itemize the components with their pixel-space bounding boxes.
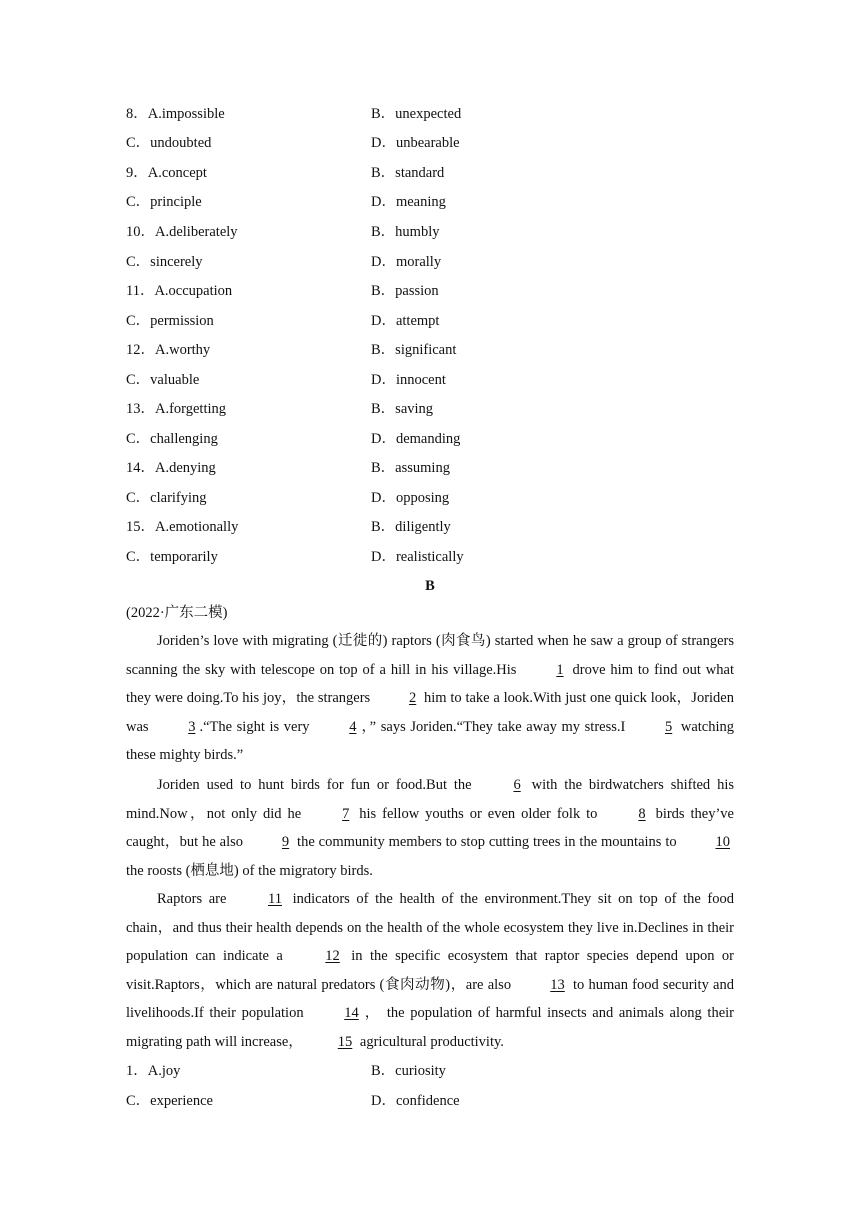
q14-option-d: D．opposing: [371, 490, 450, 506]
blank-2: 2: [408, 690, 417, 707]
passage-text: Joriden’s love with migrating (迁徙的) raptors (肉食鸟) started when he saw a group of strangers scanning the sky with telescope on top of a hill in his village.His: [126, 633, 734, 678]
blank-15: 15: [337, 1033, 353, 1050]
q15-option-c: C．temporarily: [126, 549, 218, 565]
q12-option-a: 12．A.worthy: [126, 342, 211, 358]
passage-text: him to take a look.With just one quick look，Joriden was: [126, 690, 734, 735]
passage-paragraph-3: [126, 885, 734, 1057]
blank-13: 13: [550, 976, 565, 993]
q9-option-c: C．principle: [126, 194, 202, 210]
blank-10: 10: [715, 834, 730, 851]
q15-option-d: D．realistically: [371, 549, 464, 565]
blank-7: 7: [342, 805, 350, 822]
passage-text: watching these mighty birds.”: [126, 718, 734, 764]
q14-option-b: B．assuming: [371, 460, 450, 476]
q11-option-d: D．attempt: [371, 313, 440, 329]
passage-text: agricultural productivity.: [356, 1033, 504, 1050]
blank-6: 6: [513, 777, 521, 793]
q15-option-a: 15．A.emotionally: [126, 519, 239, 535]
q8-option-d: D．unbearable: [371, 135, 460, 151]
q15-option-b: B．diligently: [371, 519, 451, 535]
q13-option-c: C．challenging: [126, 431, 218, 447]
q1-option-d: D．confidence: [371, 1093, 460, 1109]
blank-9: 9: [281, 834, 290, 851]
q10-option-d: D．morally: [371, 254, 442, 270]
q11-option-c: C．permission: [126, 313, 214, 329]
passage-text: drove him to find out what they were doing.To his joy，the strangers: [126, 661, 734, 707]
blank-4: 4: [349, 718, 357, 735]
blank-1: 1: [556, 661, 564, 678]
q10-option-c: C．sincerely: [126, 254, 203, 270]
q10-option-b: B．humbly: [371, 224, 440, 240]
passage-text: with the birdwatchers shifted his mind.Now，not only did he: [126, 777, 734, 822]
q1-option-c: C．experience: [126, 1093, 213, 1109]
q1-option-b: B．curiosity: [371, 1063, 446, 1079]
blank-14: 14: [344, 1005, 359, 1022]
passage-text: in the specific ecosystem that raptor species depend upon or visit.Raptors，which are natural predators (食肉动物)，are also: [126, 948, 734, 993]
blank-5: 5: [664, 718, 673, 735]
passage-text: the roosts (栖息地) of the migratory birds.: [126, 862, 373, 879]
passage-text: birds they’ve caught，but he also: [126, 805, 734, 851]
passage-text: the community members to stop cutting trees in the mountains to: [293, 834, 681, 851]
passage-paragraph-1: [126, 627, 734, 770]
passage-text: ，” says Joriden.“They take away my stress.I: [360, 718, 630, 735]
blank-3: 3: [188, 718, 196, 735]
passage-text: Raptors are: [157, 891, 234, 907]
q12-option-c: C．valuable: [126, 372, 200, 388]
q11-option-b: B．passion: [371, 283, 439, 299]
q13-option-b: B．saving: [371, 401, 434, 417]
section-heading: B: [425, 578, 435, 594]
q11-option-a: 11．A.occupation: [126, 283, 233, 299]
passage-text: Joriden used to hunt birds for fun or food.But the: [157, 777, 479, 793]
passage-paragraph-2: [126, 771, 734, 885]
passage-text: his fellow youths or even older folk to: [353, 805, 604, 822]
q12-option-d: D．innocent: [371, 372, 446, 388]
q9-option-a: 9．A.concept: [126, 165, 207, 181]
blank-12: 12: [325, 948, 340, 965]
blank-11: 11: [268, 891, 283, 907]
q1-option-a: 1．A.joy: [126, 1063, 181, 1079]
q14-option-a: 14．A.denying: [126, 460, 216, 476]
passage-text: to human food security and livelihoods.If their population: [126, 976, 734, 1022]
q9-option-d: D．meaning: [371, 194, 446, 210]
q9-option-b: B．standard: [371, 165, 445, 181]
q12-option-b: B．significant: [371, 342, 457, 358]
blank-8: 8: [638, 805, 646, 822]
q13-option-d: D．demanding: [371, 431, 461, 447]
q8-option-b: B．unexpected: [371, 106, 462, 122]
q14-option-c: C．clarifying: [126, 490, 207, 506]
passage-text: indicators of the health of the environment.They sit on top of the food chain，and thus their health depends on the health of the whole ecosystem they live in.Declines in their population can indicate a: [126, 891, 735, 965]
passage-source: (2022·广东二模): [126, 605, 228, 621]
passage-text: ， the population of harmful insects and animals along their migrating path will increase，: [126, 1005, 734, 1050]
q13-option-a: 13．A.forgetting: [126, 401, 227, 417]
q8-option-a: 8．A.impossible: [126, 106, 225, 122]
q10-option-a: 10．A.deliberately: [126, 224, 238, 240]
q8-option-c: C．undoubted: [126, 135, 212, 151]
passage-text: .“The sight is very: [199, 718, 315, 735]
